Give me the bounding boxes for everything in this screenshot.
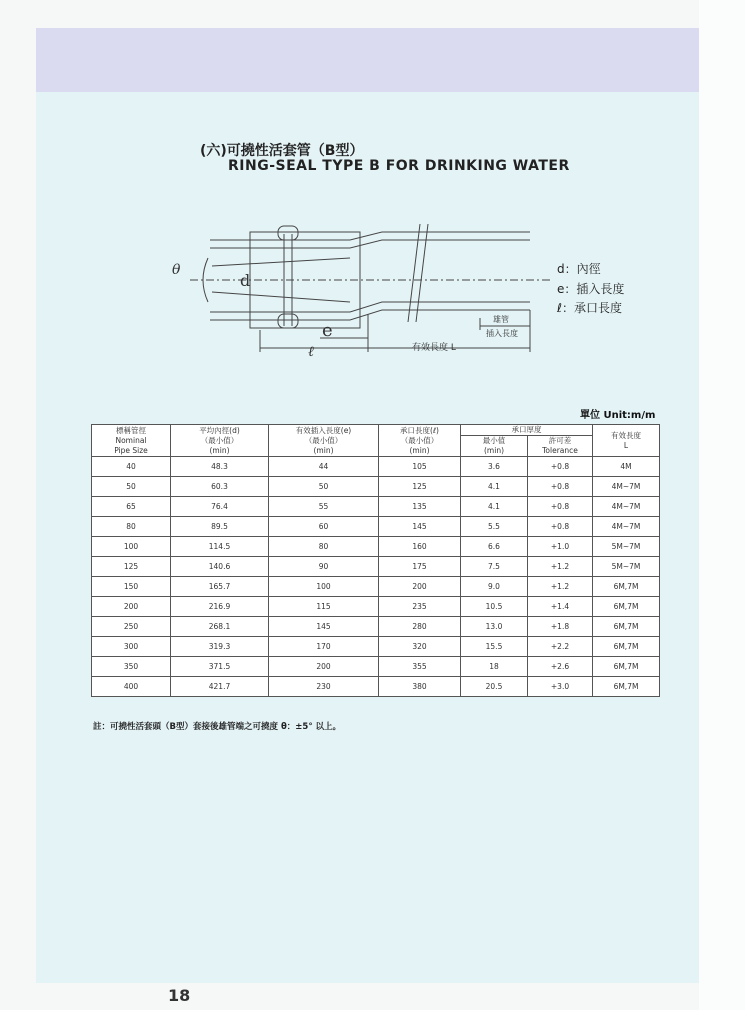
table-cell: 44 — [269, 457, 379, 477]
table-cell: 145 — [269, 617, 379, 637]
table-cell: 230 — [269, 677, 379, 697]
table-cell: 355 — [379, 657, 461, 677]
table-cell: 6M,7M — [593, 617, 660, 637]
table-row — [92, 517, 660, 537]
table-cell: 6M,7M — [593, 677, 660, 697]
table-cell: 125 — [92, 557, 171, 577]
table-cell: 65 — [92, 497, 171, 517]
pipe-outline-top — [210, 232, 530, 240]
table-cell: 5.5 — [461, 517, 528, 537]
header-avg-inner: 平均內徑(d) （最小值） (min) — [171, 425, 269, 457]
table-row — [92, 617, 660, 637]
seal-ring-top — [278, 226, 298, 240]
table-cell: +0.8 — [528, 517, 593, 537]
page-margin — [699, 0, 745, 1010]
table-cell: 350 — [92, 657, 171, 677]
table-cell: +1.2 — [528, 557, 593, 577]
table-cell: 216.9 — [171, 597, 269, 617]
table-row — [92, 577, 660, 597]
table-cell: 140.6 — [171, 557, 269, 577]
table-cell: +3.0 — [528, 677, 593, 697]
table-cell: 5M~7M — [593, 537, 660, 557]
table-cell: 6.6 — [461, 537, 528, 557]
table-row — [92, 637, 660, 657]
table-cell: 371.5 — [171, 657, 269, 677]
table-cell: 60.3 — [171, 477, 269, 497]
table-cell: 6M,7M — [593, 577, 660, 597]
unit-label: 單位 Unit:m/m — [580, 410, 656, 421]
header-thickness: 承口厚度 — [461, 425, 593, 436]
table-cell: 6M,7M — [593, 597, 660, 617]
table-cell: 18 — [461, 657, 528, 677]
table-row — [92, 597, 660, 617]
table-row — [92, 557, 660, 577]
table-cell: 268.1 — [171, 617, 269, 637]
title-chinese: (六)可撓性活套管（B型） — [200, 143, 364, 159]
label-effective-length: 有效長度 L — [412, 343, 456, 353]
table-row — [92, 537, 660, 557]
legend-ell: ℓ：承口長度 — [557, 301, 622, 315]
table-cell: 4M~7M — [593, 477, 660, 497]
table-cell: 90 — [269, 557, 379, 577]
label-e: e — [322, 320, 333, 341]
table-cell: 320 — [379, 637, 461, 657]
table-cell: 200 — [379, 577, 461, 597]
table-cell: +0.8 — [528, 477, 593, 497]
table-cell: 100 — [269, 577, 379, 597]
table-cell: 4M~7M — [593, 497, 660, 517]
table-cell: 89.5 — [171, 517, 269, 537]
table-cell: 4M — [593, 457, 660, 477]
header-socket: 承口長度(ℓ) （最小值） (min) — [379, 425, 461, 457]
header-nominal: 標稱管徑 Nominal Pipe Size — [92, 425, 171, 457]
table-cell: 6M,7M — [593, 637, 660, 657]
table-cell: 7.5 — [461, 557, 528, 577]
table-cell: 13.0 — [461, 617, 528, 637]
page-number: 18 — [168, 986, 191, 1005]
table-row — [92, 457, 660, 477]
table-cell: 80 — [269, 537, 379, 557]
table-cell: 200 — [269, 657, 379, 677]
table-cell: 400 — [92, 677, 171, 697]
seal-ring-bottom — [278, 314, 298, 328]
table-cell: 170 — [269, 637, 379, 657]
header-thickness-min: 最小值 (min) — [461, 436, 528, 457]
table-cell: 10.5 — [461, 597, 528, 617]
table-cell: 280 — [379, 617, 461, 637]
table-cell: 55 — [269, 497, 379, 517]
table-cell: 165.7 — [171, 577, 269, 597]
table-cell: 48.3 — [171, 457, 269, 477]
header-band — [36, 28, 699, 92]
label-d: d — [240, 271, 251, 290]
table-cell: 40 — [92, 457, 171, 477]
table-cell: +0.8 — [528, 497, 593, 517]
footnote: 註：可撓性活套頭（B型）套接後雄管端之可撓度 θ：±5° 以上。 — [93, 722, 342, 732]
pipe-inner-top — [210, 240, 530, 248]
table-cell: 115 — [269, 597, 379, 617]
table-cell: +1.0 — [528, 537, 593, 557]
table-cell: 125 — [379, 477, 461, 497]
legend-e: e：插入長度 — [557, 282, 625, 296]
table-cell: 250 — [92, 617, 171, 637]
table-cell: 100 — [92, 537, 171, 557]
table-cell: 15.5 — [461, 637, 528, 657]
table-cell: 114.5 — [171, 537, 269, 557]
table-cell: 6M,7M — [593, 657, 660, 677]
table-cell: 319.3 — [171, 637, 269, 657]
table-cell: 200 — [92, 597, 171, 617]
table-cell: 135 — [379, 497, 461, 517]
header-tolerance: 許可差 Tolerance — [528, 436, 593, 457]
table-cell: +1.8 — [528, 617, 593, 637]
table-cell: 50 — [269, 477, 379, 497]
table-cell: 145 — [379, 517, 461, 537]
table-cell: 3.6 — [461, 457, 528, 477]
header-insertion: 有效插入長度(e) （最小值） (min) — [269, 425, 379, 457]
table-cell: 60 — [269, 517, 379, 537]
label-spigot-1: 雄管 — [493, 315, 509, 324]
table-cell: +2.6 — [528, 657, 593, 677]
table-cell: 421.7 — [171, 677, 269, 697]
table-row — [92, 677, 660, 697]
table-row — [92, 657, 660, 677]
table-row — [92, 477, 660, 497]
table-cell: 50 — [92, 477, 171, 497]
table-row — [92, 497, 660, 517]
table-cell: +2.2 — [528, 637, 593, 657]
table-cell: +0.8 — [528, 457, 593, 477]
table-cell: 4M~7M — [593, 517, 660, 537]
table-cell: 105 — [379, 457, 461, 477]
table-cell: 175 — [379, 557, 461, 577]
label-ell: ℓ — [308, 344, 314, 360]
table-cell: 9.0 — [461, 577, 528, 597]
table-cell: 380 — [379, 677, 461, 697]
table-cell: 20.5 — [461, 677, 528, 697]
label-theta: θ — [172, 262, 181, 278]
table-cell: 160 — [379, 537, 461, 557]
table-cell: 80 — [92, 517, 171, 537]
table-cell: 300 — [92, 637, 171, 657]
header-length: 有效長度 L — [593, 425, 660, 457]
legend-d: d：內徑 — [557, 262, 601, 276]
table-body — [92, 457, 660, 697]
table-cell: 150 — [92, 577, 171, 597]
spec-table — [91, 424, 660, 697]
label-spigot-2: 插入長度 — [486, 329, 518, 338]
table-cell: 5M~7M — [593, 557, 660, 577]
table-cell: +1.2 — [528, 577, 593, 597]
table-cell: 4.1 — [461, 497, 528, 517]
table-cell: 4.1 — [461, 477, 528, 497]
table-cell: +1.4 — [528, 597, 593, 617]
title-english: RING-SEAL TYPE B FOR DRINKING WATER — [228, 158, 570, 174]
table-cell: 76.4 — [171, 497, 269, 517]
table-cell: 235 — [379, 597, 461, 617]
